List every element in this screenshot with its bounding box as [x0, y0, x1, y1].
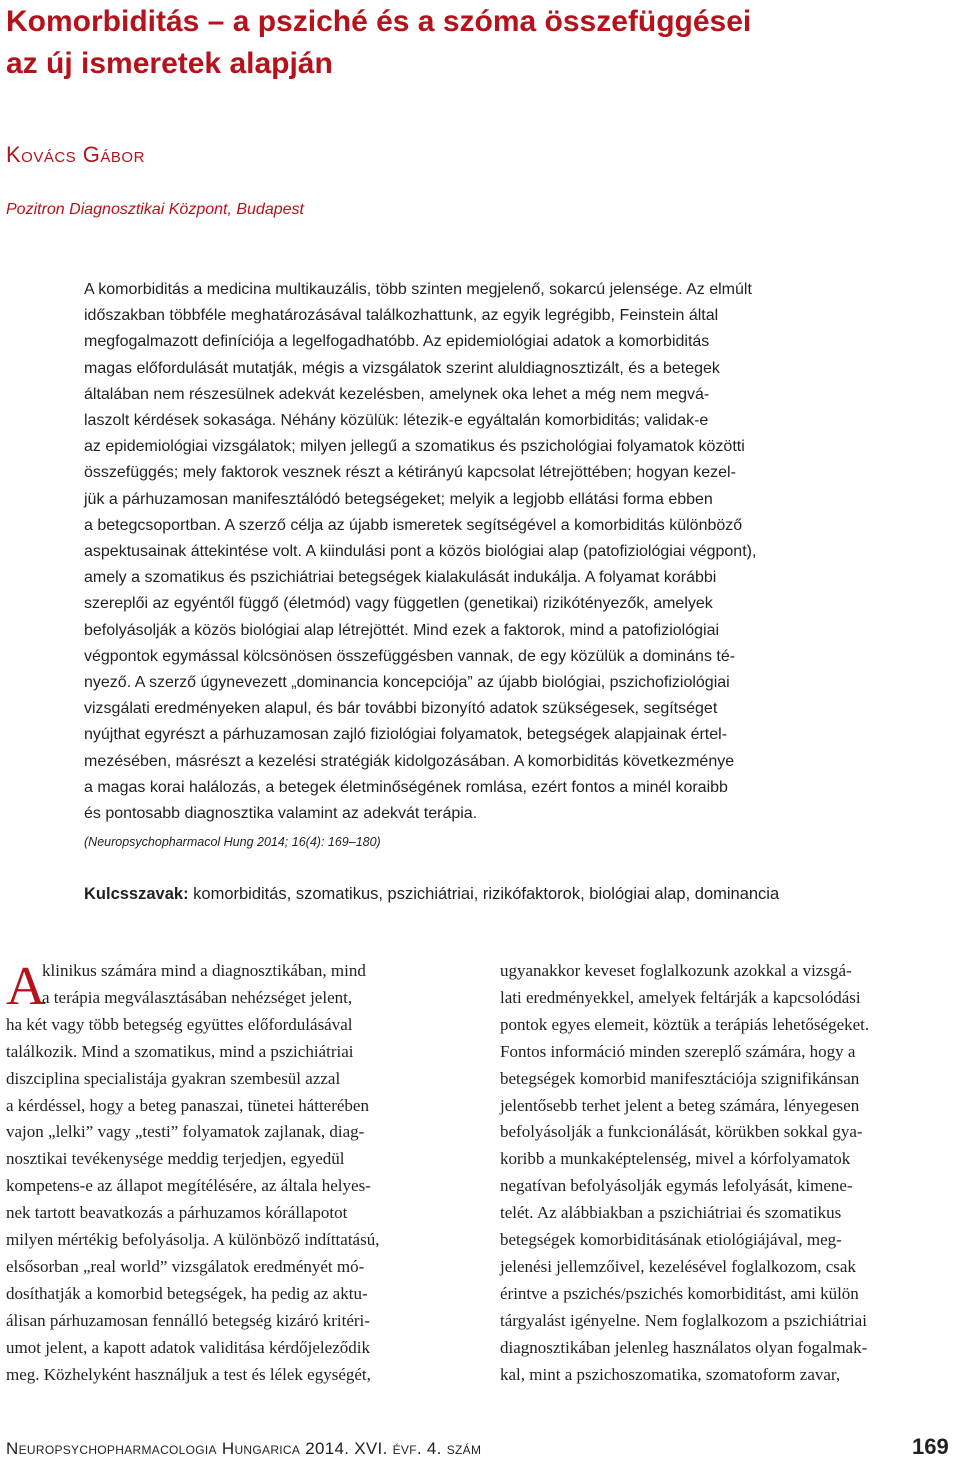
- article-title-line-1: Komorbiditás – a psziché és a szóma összefüggései: [6, 5, 752, 38]
- body-line: a kérdéssel, hogy a beteg panaszai, tünetei hátterében: [6, 1095, 369, 1115]
- body-line: nosztikai tevékenysége meddig terjedjen, egyedül: [6, 1149, 345, 1169]
- body-line: umot jelent, a kapott adatok validitása kérdőjeleződik: [6, 1337, 370, 1357]
- page-number: 169: [912, 1434, 949, 1459]
- body-line: ha két vagy több betegség együttes előfordulásával: [6, 1014, 353, 1034]
- abstract-line: nyező. A szerző úgynevezett „dominancia koncepciója” az újabb biológiai, pszichofiziológiai: [84, 674, 730, 692]
- abstract-line: szereplői az egyéntől függő (életmód) vagy független (genetikai) rizikótényezők, amelyek: [84, 595, 713, 613]
- body-line: tárgyalást igényelne. Nem foglalkozom a pszichiátriai: [500, 1310, 867, 1330]
- body-line: klinikus számára mind a diagnosztikában, mind: [42, 961, 366, 980]
- body-line: ugyanakkor keveset foglalkozunk azokkal a vizsgá-: [500, 961, 852, 980]
- body-line: jelentősebb terhet jelent a beteg számára, lényegesen: [500, 1095, 860, 1115]
- body-line: találkozik. Mind a szomatikus, mind a pszichiátriai: [6, 1041, 354, 1061]
- body-line: érintve a pszichés/pszichés komorbiditást, ami külön: [500, 1283, 859, 1303]
- abstract-line: és pontosabb diagnosztika valamint az adekvát terápia.: [84, 805, 478, 823]
- body-line: dosíthatják a komorbid betegségek, ha pedig az aktu-: [6, 1283, 368, 1303]
- author-name: Kovács Gábor: [6, 142, 145, 167]
- body-line: nek tartott beavatkozás a párhuzamos kórállapotot: [6, 1203, 348, 1223]
- abstract: [84, 277, 960, 827]
- body-line: telét. Az alábbiakban a pszichiátriai és szomatikus: [500, 1203, 842, 1223]
- abstract-line: amely a szomatikus és pszichiátriai betegségek kialakulását indukálja. A folyamat korábbi: [84, 569, 717, 587]
- abstract-line: végpontok egymással kölcsönösen összefüggésben vannak, de egy közülük a domináns té-: [84, 647, 736, 665]
- body-line: a terápia megválasztásában nehézséget jelent,: [42, 987, 353, 1007]
- abstract-line: összefüggés; mely faktorok vesznek részt a kétirányú kapcsolat létrejöttében; hogyan kezel-: [84, 464, 736, 482]
- journal-citation: (Neuropsychopharmacol Hung 2014; 16(4): 169–180): [84, 835, 381, 849]
- keywords-text: komorbiditás, szomatikus, pszichiátriai, rizikófaktorok, biológiai alap, dominancia: [188, 885, 780, 903]
- abstract-line: mezésében, másrészt a kezelési stratégiák kidolgozásában. A komorbiditás következménye: [84, 752, 735, 770]
- body-column-left: [6, 955, 461, 1389]
- body-line: diszciplina specialistája gyakran szembesül azzal: [6, 1068, 341, 1088]
- author-affiliation: Pozitron Diagnosztikai Központ, Budapest: [6, 201, 304, 218]
- body-line: Fontos információ minden szereplő számára, hogy a: [500, 1041, 856, 1061]
- abstract-line: a betegcsoportban. A szerző célja az újabb ismeretek segítségével a komorbiditás különböző: [84, 516, 743, 534]
- footer-divider: [0, 1428, 960, 1429]
- body-line: betegségek komorbid manifesztációja szignifikánsan: [500, 1068, 860, 1088]
- abstract-line: laszolt kérdések sokasága. Néhány közülük: létezik-e egyáltalán komorbiditás; validak-e: [84, 412, 709, 430]
- abstract-line: megfogalmazott definíciója a legelfogadhatóbb. Az epidemiológiai adatok a komorbiditás: [84, 333, 710, 351]
- abstract-line: aspektusainak áttekintése volt. A kiindulási pont a közös biológiai alap (patofiziológiai végpont),: [84, 543, 757, 561]
- abstract-line: vizsgálati eredményeken alapul, és bár további bizonyító adatok szükségesek, segítséget: [84, 700, 718, 718]
- body-line: kal, mint a pszichoszomatika, szomatoform zavar,: [500, 1364, 841, 1384]
- body-line: milyen mértékig befolyásolja. A különböző indíttatású,: [6, 1230, 380, 1250]
- body-line: álisan párhuzamosan fennálló betegség kizáró kritéri-: [6, 1310, 370, 1330]
- body-line: negatívan befolyásolják egymás lefolyását, kimene-: [500, 1176, 853, 1196]
- body-line: jelenési jellemzőivel, kezelésével foglalkozom, csak: [500, 1256, 856, 1276]
- abstract-line: befolyásolják a közös biológiai alap létrejöttét. Mind ezek a faktorok, mind a patofiziológiai: [84, 621, 720, 639]
- body-line: meg. Közhelyként használjuk a test és lélek egységét,: [6, 1364, 371, 1384]
- article-title-line-2: az új ismeretek alapján: [6, 47, 333, 80]
- body-line: kompetens-e az állapot megítélésére, az általa helyes-: [6, 1176, 371, 1196]
- keywords-label: Kulcsszavak:: [84, 885, 189, 903]
- abstract-line: jük a párhuzamosan manifesztálódó betegségeket; melyik a legjobb ellátási forma ebben: [84, 490, 713, 508]
- body-line: koribb a munkaképtelenség, mivel a kórfolyamatok: [500, 1149, 851, 1169]
- abstract-line: magas előfordulását mutatják, mégis a vizsgálatok szerint aluldiagnosztizált, és a betegek: [84, 359, 720, 377]
- body-line: lati eredményekkel, amelyek feltárják a kapcsolódási: [500, 987, 861, 1007]
- abstract-line: az epidemiológiai vizsgálatok; milyen jellegű a szomatikus és pszichológiai folyamatok közötti: [84, 438, 745, 456]
- body-line: pontok egyes elemeit, köztük a terápiás lehetőségeket.: [500, 1014, 870, 1034]
- abstract-line: időszakban többféle meghatározásával találkozhattunk, az egyik legrégibb, Feinstein által: [84, 307, 719, 325]
- body-column-right: [500, 958, 958, 1389]
- abstract-line: nyújthat egyrészt a párhuzamosan zajló fiziológiai folyamatok, betegségek alapjainak értel-: [84, 726, 728, 744]
- drop-cap: A: [6, 955, 46, 1016]
- abstract-line: általában nem részesülnek adekvát kezelésben, amelynek oka lehet a még nem megvá-: [84, 385, 710, 403]
- body-line: diagnosztikában jelenleg használatos olyan fogalmak-: [500, 1337, 868, 1357]
- body-line: befolyásolják a funkcionálását, körükben sokkal gya-: [500, 1122, 863, 1142]
- body-line: betegségek komorbiditásának etiológiájával, meg-: [500, 1230, 842, 1250]
- body-line: elsősorban „real world” vizsgálatok eredményét mó-: [6, 1256, 365, 1276]
- body-line: vajon „lelki” vagy „testi” folyamatok zajlanak, diag-: [6, 1122, 365, 1142]
- abstract-line: a magas korai halálozás, a betegek életminőségének romlása, ezért fontos a minél koraibb: [84, 778, 728, 796]
- abstract-line: A komorbiditás a medicina multikauzális, több szinten megjelenő, sokarcú jelensége. Az elmúlt: [84, 281, 752, 298]
- keywords: [84, 880, 779, 908]
- journal-name-footer: Neuropsychopharmacologia Hungarica 2014. XVI. évf. 4. szám: [6, 1439, 482, 1458]
